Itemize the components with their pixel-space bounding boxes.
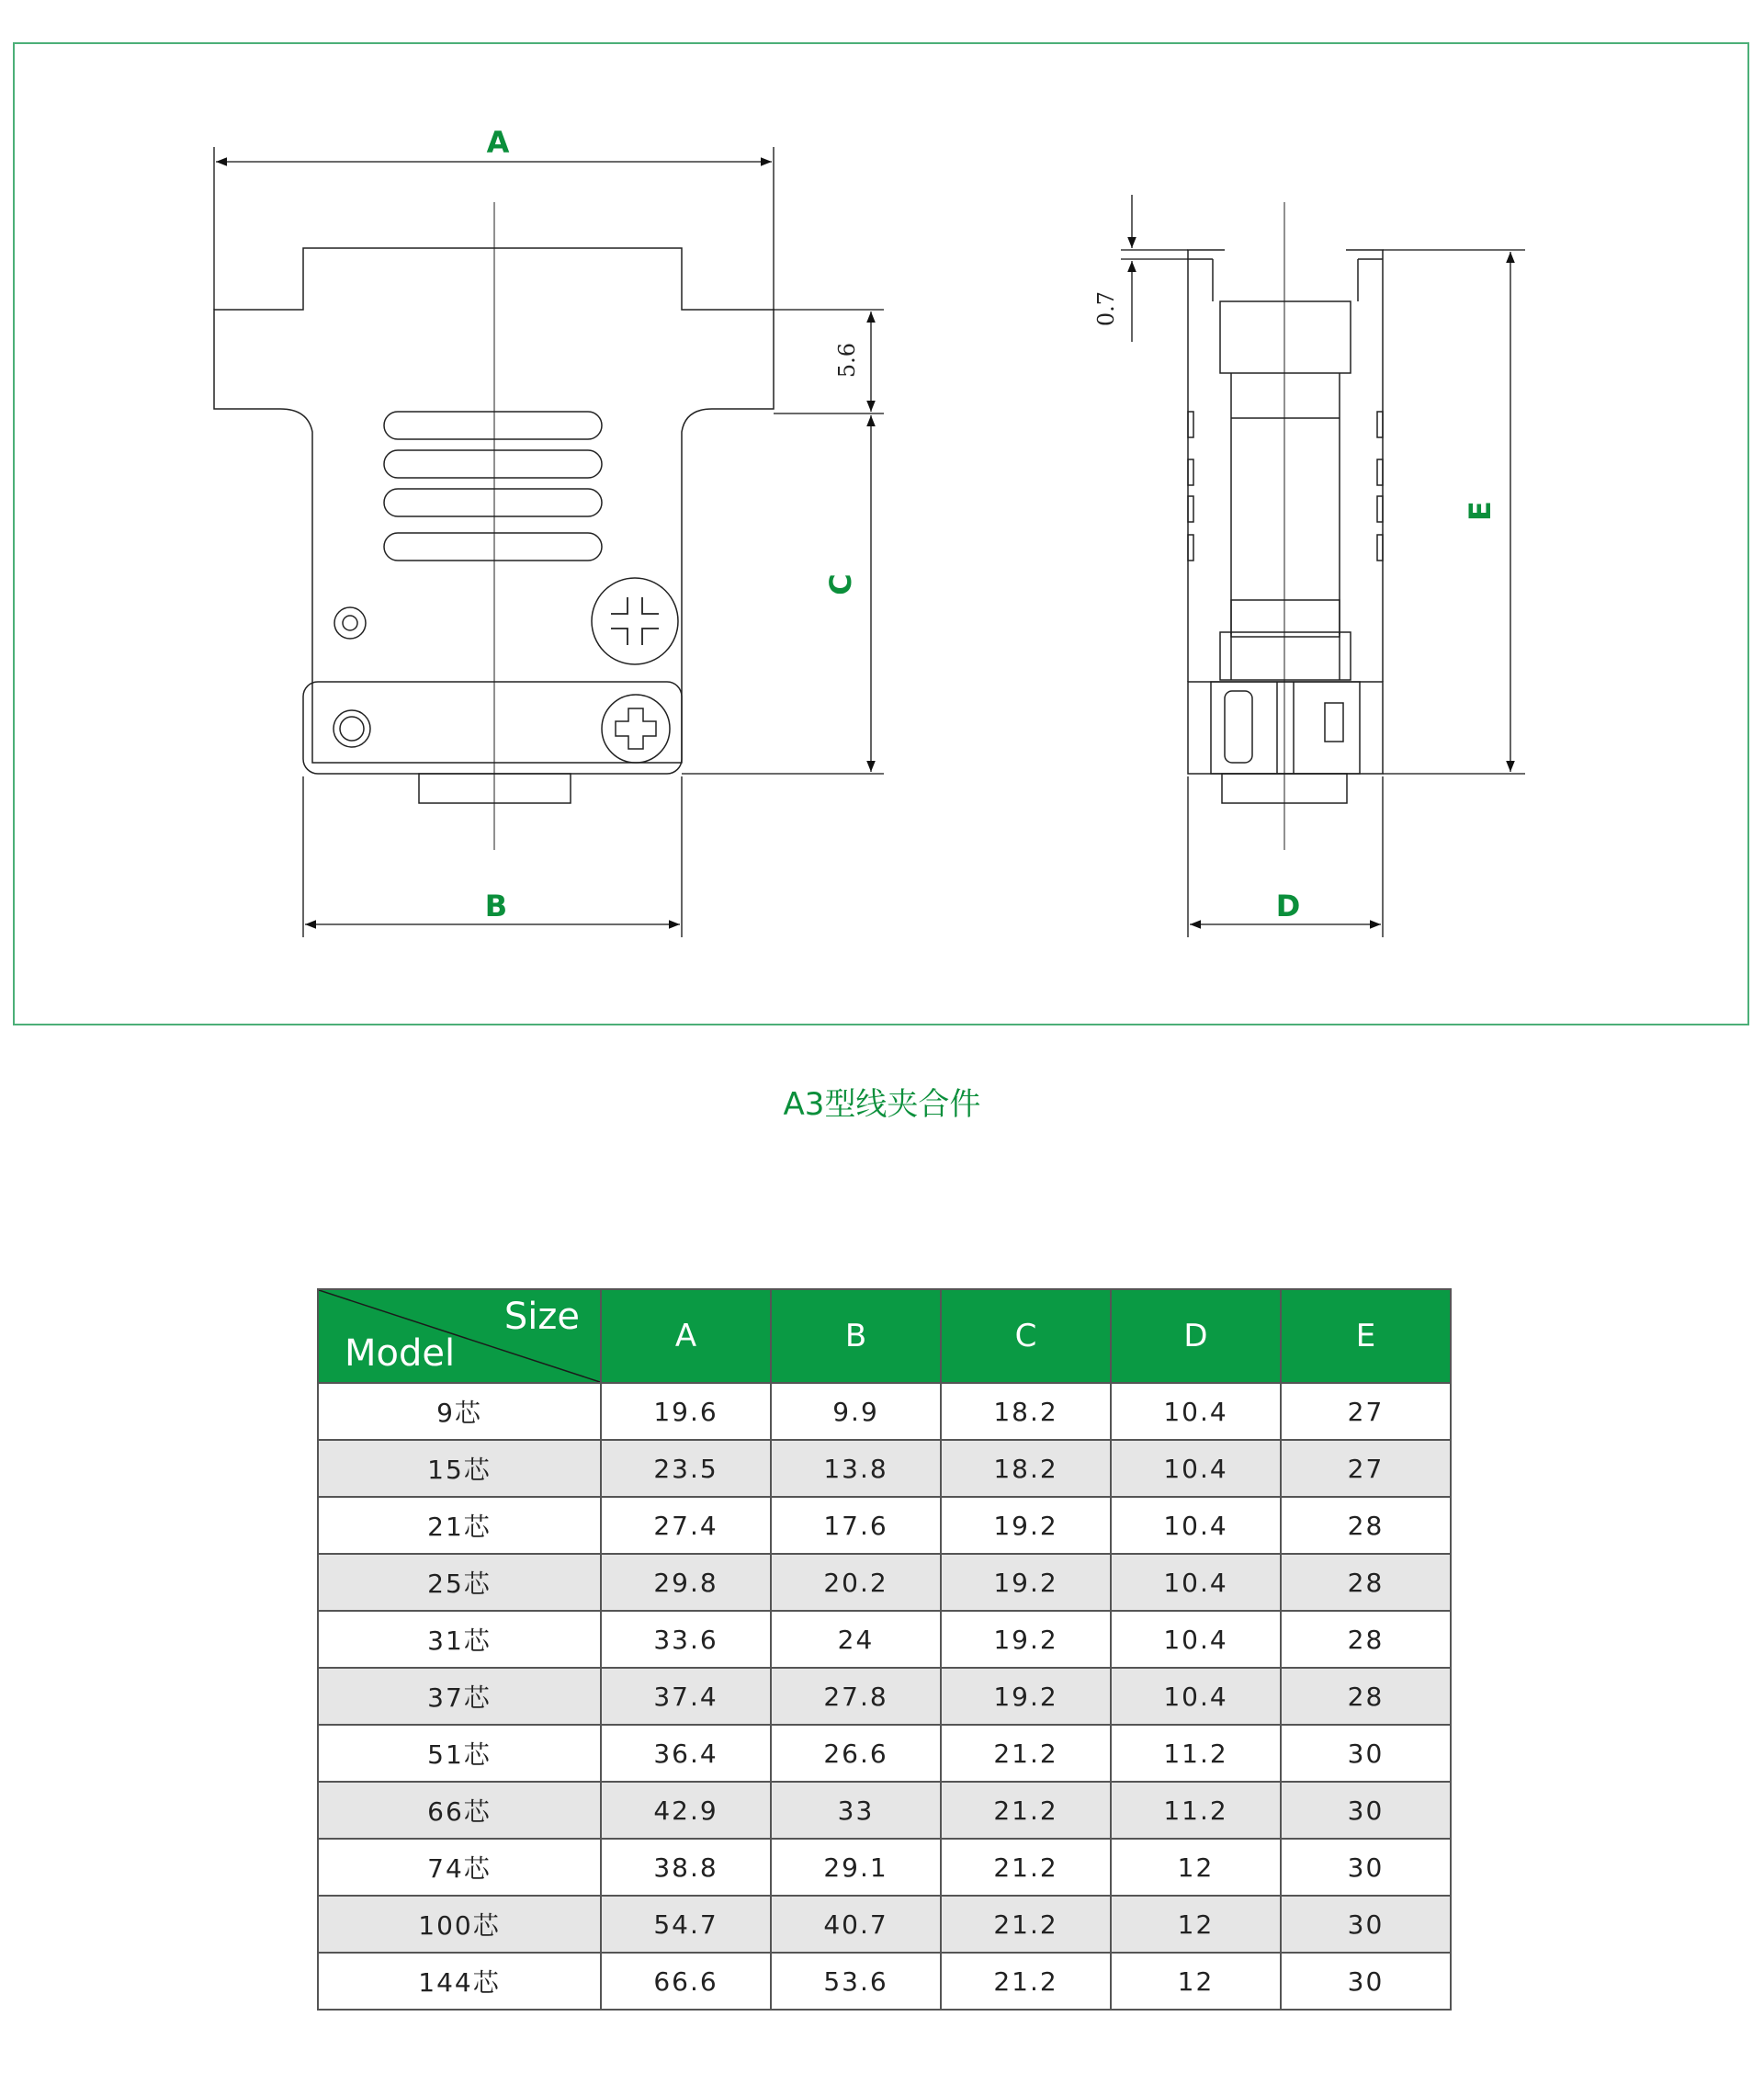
value-cell-D: 12 [1111,1896,1281,1953]
value-cell-A: 29.8 [601,1554,771,1611]
clamp-hole-inner [340,717,364,741]
value-cell-C: 21.2 [941,1896,1111,1953]
table-row [318,1554,1451,1611]
table-row [318,1383,1451,1440]
value-cell-E: 28 [1281,1497,1451,1554]
vent-slot [384,533,602,561]
value-cell-D: 10.4 [1111,1611,1281,1668]
value-cell-E: 28 [1281,1668,1451,1725]
drawing-caption: A3型线夹合件 [783,1086,981,1123]
model-cell: 9芯 [318,1383,601,1440]
value-cell-B: 9.9 [771,1383,941,1440]
mount-hole [334,607,366,639]
column-header-A: A [601,1289,771,1383]
value-cell-B: 53.6 [771,1953,941,2010]
spec-table [317,1288,1452,2011]
model-cell: 37芯 [318,1668,601,1725]
model-cell: 15芯 [318,1440,601,1497]
table-row [318,1668,1451,1725]
dim-value-5.6: 5.6 [834,342,860,379]
corner-model-label: Model [345,1332,456,1375]
table-row [318,1953,1451,2010]
dim-label-B: B [484,889,508,923]
value-cell-A: 19.6 [601,1383,771,1440]
clamp-screw [602,695,670,763]
dim-label-A: A [486,125,510,160]
value-cell-B: 20.2 [771,1554,941,1611]
value-cell-E: 30 [1281,1953,1451,2010]
side-clamp-block [1188,682,1383,774]
table-row [318,1497,1451,1554]
value-cell-D: 10.4 [1111,1440,1281,1497]
table-header-row [318,1289,1451,1383]
value-cell-B: 13.8 [771,1440,941,1497]
value-cell-A: 54.7 [601,1896,771,1953]
value-cell-B: 24 [771,1611,941,1668]
value-cell-A: 33.6 [601,1611,771,1668]
model-cell: 21芯 [318,1497,601,1554]
model-cell: 100芯 [318,1896,601,1953]
value-cell-B: 29.1 [771,1839,941,1896]
model-cell: 66芯 [318,1782,601,1839]
value-cell-E: 30 [1281,1725,1451,1782]
value-cell-C: 21.2 [941,1839,1111,1896]
value-cell-A: 38.8 [601,1839,771,1896]
value-cell-A: 23.5 [601,1440,771,1497]
model-cell: 74芯 [318,1839,601,1896]
value-cell-C: 18.2 [941,1440,1111,1497]
value-cell-D: 10.4 [1111,1668,1281,1725]
value-cell-E: 30 [1281,1782,1451,1839]
corner-header [318,1289,601,1383]
screw-cross [611,597,659,645]
corner-size-label: Size [503,1296,580,1338]
model-cell: 31芯 [318,1611,601,1668]
table-row [318,1839,1451,1896]
value-cell-A: 37.4 [601,1668,771,1725]
dim-label-E: E [1463,501,1498,521]
side-inner-top [1220,301,1351,373]
column-header-B: B [771,1289,941,1383]
value-cell-D: 11.2 [1111,1782,1281,1839]
column-header-D: D [1111,1289,1281,1383]
value-cell-C: 21.2 [941,1953,1111,2010]
value-cell-B: 40.7 [771,1896,941,1953]
screw-head [592,578,678,664]
value-cell-A: 36.4 [601,1725,771,1782]
table-row [318,1782,1451,1839]
table-row [318,1611,1451,1668]
value-cell-D: 10.4 [1111,1497,1281,1554]
value-cell-B: 27.8 [771,1668,941,1725]
clamp-hole [334,710,370,747]
cable-clamp-bar [303,682,682,774]
column-header-E: E [1281,1289,1451,1383]
value-cell-E: 28 [1281,1554,1451,1611]
side-view [1188,202,1383,850]
vent-slot [384,450,602,478]
value-cell-D: 12 [1111,1839,1281,1896]
clamp-screw-cross [616,708,656,749]
column-header-C: C [941,1289,1111,1383]
value-cell-E: 27 [1281,1383,1451,1440]
value-cell-C: 19.2 [941,1611,1111,1668]
value-cell-A: 42.9 [601,1782,771,1839]
vent-slot [384,412,602,439]
value-cell-E: 30 [1281,1839,1451,1896]
model-cell: 25芯 [318,1554,601,1611]
table-row [318,1440,1451,1497]
value-cell-B: 17.6 [771,1497,941,1554]
value-cell-D: 12 [1111,1953,1281,2010]
value-cell-C: 19.2 [941,1497,1111,1554]
side-insert [1231,600,1340,637]
dim-label-C: C [823,573,858,595]
value-cell-D: 10.4 [1111,1383,1281,1440]
model-cell: 51芯 [318,1725,601,1782]
value-cell-E: 30 [1281,1896,1451,1953]
side-dimensions [1121,195,1525,937]
value-cell-D: 10.4 [1111,1554,1281,1611]
table-row [318,1896,1451,1953]
value-cell-B: 26.6 [771,1725,941,1782]
dim-label-D: D [1275,889,1301,923]
model-cell: 144芯 [318,1953,601,2010]
value-cell-C: 19.2 [941,1554,1111,1611]
value-cell-A: 27.4 [601,1497,771,1554]
value-cell-A: 66.6 [601,1953,771,2010]
value-cell-C: 21.2 [941,1782,1111,1839]
value-cell-E: 27 [1281,1440,1451,1497]
value-cell-C: 18.2 [941,1383,1111,1440]
table-row [318,1725,1451,1782]
front-dimensions [214,147,884,937]
value-cell-E: 28 [1281,1611,1451,1668]
value-cell-B: 33 [771,1782,941,1839]
dim-value-0.7: 0.7 [1093,290,1119,327]
value-cell-C: 19.2 [941,1668,1111,1725]
value-cell-C: 21.2 [941,1725,1111,1782]
front-view [214,202,774,850]
mount-hole-inner [343,616,357,630]
vent-slot [384,489,602,516]
value-cell-D: 11.2 [1111,1725,1281,1782]
